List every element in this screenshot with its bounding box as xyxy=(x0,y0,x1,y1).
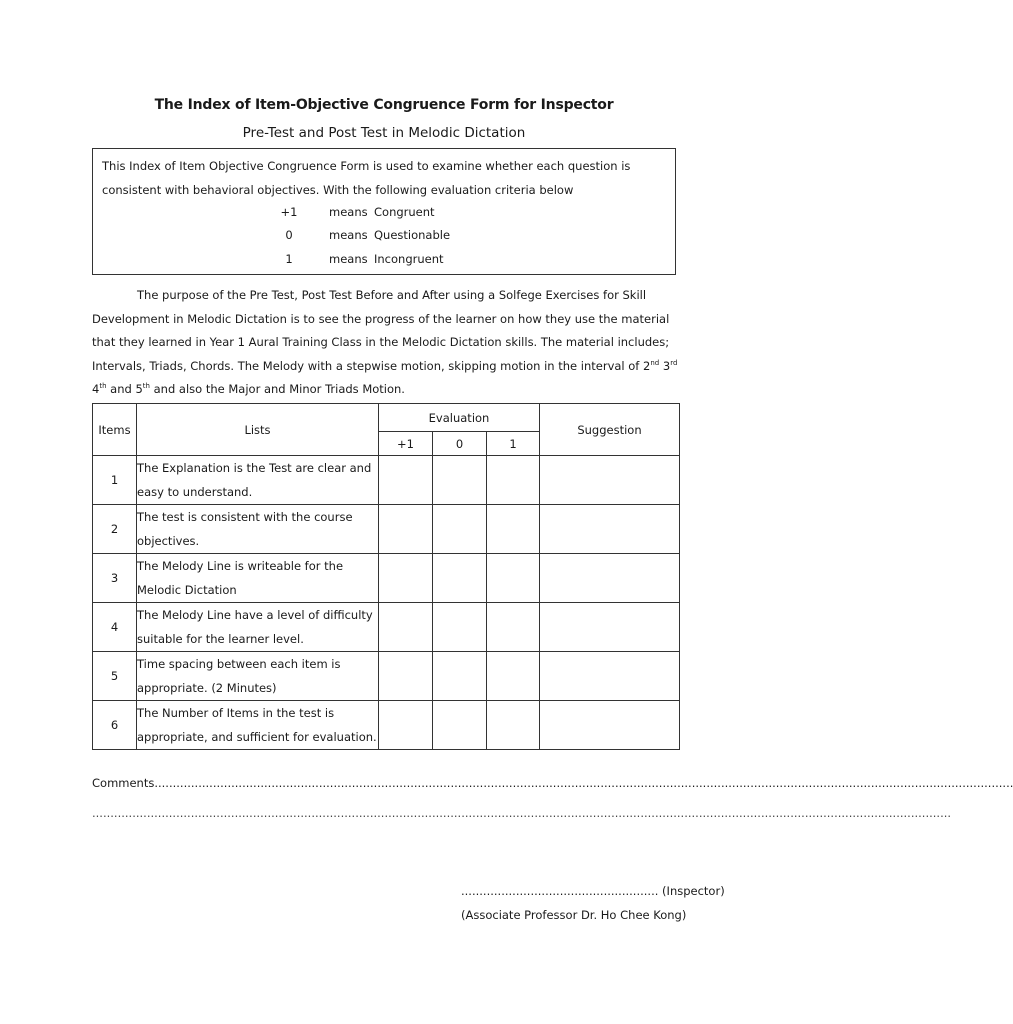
item-line: The Melody Line have a level of difficulty xyxy=(137,608,373,622)
criteria-means: means xyxy=(329,252,368,266)
page-title: The Index of Item-Objective Congruence Form for Inspector xyxy=(154,97,614,113)
item-line: The Number of Items in the test is xyxy=(137,706,335,720)
item-line: The test is consistent with the course xyxy=(137,510,353,524)
item-description xyxy=(137,701,379,750)
item-number: 1 xyxy=(93,456,137,505)
criteria-symbol: 0 xyxy=(285,228,293,242)
item-line: appropriate, and sufficient for evaluation. xyxy=(137,730,377,744)
purpose-text-b: and also the Major and Minor Triads Motion. xyxy=(149,382,405,397)
item-number: 4 xyxy=(93,603,137,652)
signature-line[interactable] xyxy=(461,884,725,898)
comments-dots: ........................................................................................................................................................................................................................................... xyxy=(154,776,1013,790)
item-description xyxy=(137,554,379,603)
ordinal-suffix: rd xyxy=(670,358,678,367)
eval-cell-one[interactable] xyxy=(487,554,540,603)
eval-cell-plus-one[interactable] xyxy=(379,505,433,554)
eval-cell-plus-one[interactable] xyxy=(379,652,433,701)
criteria-intro: This Index of Item Objective Congruence Form is used to examine whether each question is consistent with behavioral objectives. With the following evaluation criteria below xyxy=(102,159,631,197)
eval-cell-plus-one[interactable] xyxy=(379,701,433,750)
eval-cell-one[interactable] xyxy=(487,652,540,701)
evaluation-table xyxy=(92,403,680,750)
criteria-symbol: 1 xyxy=(285,252,293,266)
eval-cell-zero[interactable] xyxy=(433,603,487,652)
suggestion-cell[interactable] xyxy=(540,701,680,750)
eval-cell-plus-one[interactable] xyxy=(379,456,433,505)
criteria-row-congruent xyxy=(93,205,677,225)
signatory-name: (Associate Professor Dr. Ho Chee Kong) xyxy=(461,908,687,922)
item-line: easy to understand. xyxy=(137,485,253,499)
criteria-box xyxy=(92,148,676,275)
page-subtitle: Pre-Test and Post Test in Melodic Dictation xyxy=(242,125,526,141)
eval-cell-one[interactable] xyxy=(487,456,540,505)
item-line: suitable for the learner level. xyxy=(137,632,304,646)
item-number: 5 xyxy=(93,652,137,701)
suggestion-cell[interactable] xyxy=(540,456,680,505)
criteria-label: Questionable xyxy=(374,228,451,242)
eval-cell-one[interactable] xyxy=(487,505,540,554)
eval-cell-zero[interactable] xyxy=(433,652,487,701)
eval-cell-zero[interactable] xyxy=(433,456,487,505)
table-row xyxy=(93,505,680,554)
purpose-text-a: The purpose of the Pre Test, Post Test Before and After using a Solfege Exercises for Skill Development in Melodic Dictation is to see the progress of the learner on how they use the material that they learned in Year 1 Aural Training Class in the Melodic Dictation skills. The material includes; Intervals, Triads, Chords. The Melody with a stepwise motion, skipping motion in the interval of 2 xyxy=(92,288,670,373)
comments-line-2[interactable]: ........................................................................................................................................................................................................................................... xyxy=(92,806,952,820)
criteria-row-incongruent xyxy=(93,252,677,272)
item-line: Melodic Dictation xyxy=(137,583,237,597)
table-row xyxy=(93,456,680,505)
suggestion-cell[interactable] xyxy=(540,554,680,603)
eval-cell-plus-one[interactable] xyxy=(379,603,433,652)
purpose-text-mid: 3 xyxy=(659,358,671,373)
item-number: 2 xyxy=(93,505,137,554)
header-zero: 0 xyxy=(433,432,487,456)
comments-label: Comments xyxy=(92,776,155,790)
suggestion-cell[interactable] xyxy=(540,603,680,652)
comments-field[interactable] xyxy=(92,776,1013,790)
ordinal-suffix: th xyxy=(99,382,107,391)
header-evaluation: Evaluation xyxy=(379,404,540,432)
item-description xyxy=(137,456,379,505)
signature-dots: ...................................................... xyxy=(461,884,659,898)
item-description xyxy=(137,652,379,701)
table-row xyxy=(93,701,680,750)
header-plus-one: +1 xyxy=(379,432,433,456)
eval-cell-one[interactable] xyxy=(487,701,540,750)
eval-cell-zero[interactable] xyxy=(433,505,487,554)
item-description xyxy=(137,505,379,554)
criteria-row-questionable xyxy=(93,228,677,248)
eval-cell-zero[interactable] xyxy=(433,701,487,750)
header-items: Items xyxy=(93,404,137,456)
item-line: appropriate. (2 Minutes) xyxy=(137,681,277,695)
suggestion-cell[interactable] xyxy=(540,652,680,701)
item-line: The Melody Line is writeable for the xyxy=(137,559,344,573)
criteria-symbol: +1 xyxy=(280,205,298,219)
table-row xyxy=(93,652,680,701)
eval-cell-plus-one[interactable] xyxy=(379,554,433,603)
criteria-label: Congruent xyxy=(374,205,435,219)
item-description xyxy=(137,603,379,652)
table-row xyxy=(93,603,680,652)
ordinal-suffix: nd xyxy=(650,358,660,367)
purpose-paragraph xyxy=(92,284,682,402)
signature-role: (Inspector) xyxy=(658,884,725,898)
purpose-text-mid: 4 xyxy=(92,382,100,397)
item-number: 6 xyxy=(93,701,137,750)
table-row xyxy=(93,554,680,603)
header-suggestion: Suggestion xyxy=(540,404,680,456)
suggestion-cell[interactable] xyxy=(540,505,680,554)
item-line: Time spacing between each item is xyxy=(137,657,341,671)
header-lists: Lists xyxy=(137,404,379,456)
item-number: 3 xyxy=(93,554,137,603)
header-one: 1 xyxy=(487,432,540,456)
purpose-text-mid: and 5 xyxy=(106,382,143,397)
eval-cell-one[interactable] xyxy=(487,603,540,652)
item-line: objectives. xyxy=(137,534,200,548)
eval-cell-zero[interactable] xyxy=(433,554,487,603)
criteria-label: Incongruent xyxy=(374,252,444,266)
criteria-means: means xyxy=(329,228,368,242)
item-line: The Explanation is the Test are clear and xyxy=(137,461,372,475)
ordinal-suffix: th xyxy=(142,382,150,391)
criteria-means: means xyxy=(329,205,368,219)
